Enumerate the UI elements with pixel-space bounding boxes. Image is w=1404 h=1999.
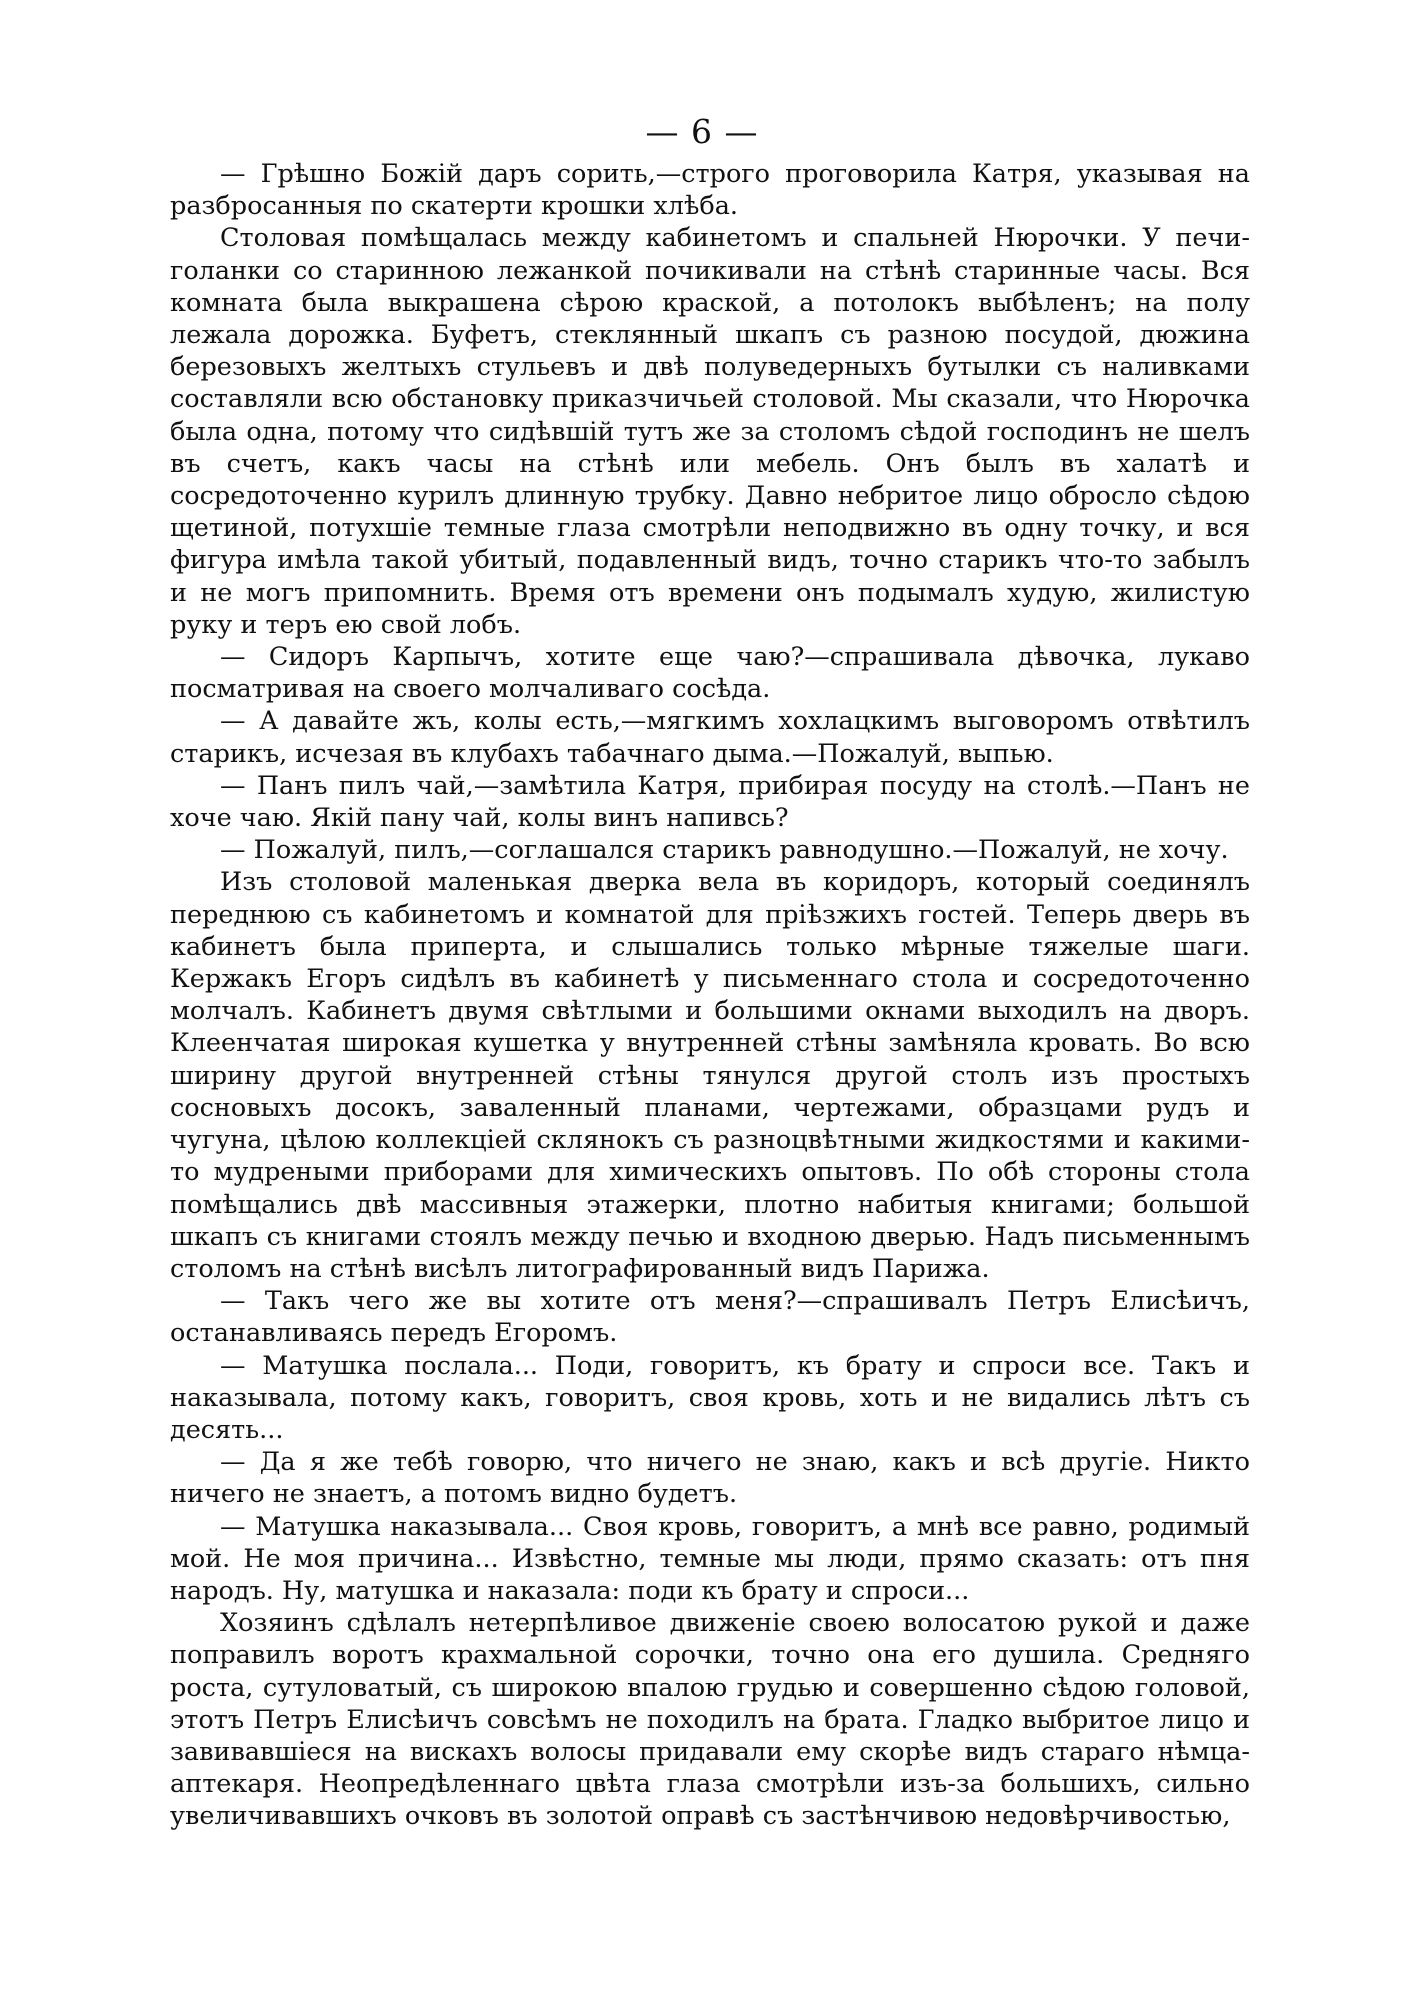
paragraph: — А давайте жъ, колы есть,—мягкимъ хохлацкимъ выговоромъ отвѣтилъ старикъ, исчезая въ клубахъ табачнаго дыма.—Пожалуй, выпью. [170,706,1250,769]
paragraph: — Матушка наказывала... Своя кровь, говоритъ, а мнѣ все равно, родимый мой. Не моя причина... Извѣстно, темные мы люди, прямо сказать: отъ пня народъ. Ну, матушка и наказала: поди къ брату и спроси... [170,1511,1250,1606]
paragraph: — Пожалуй, пилъ,—соглашался старикъ равнодушно.—Пожалуй, не хочу. [220,835,1229,866]
page-number: — 6 — [645,112,759,151]
paragraph: Хозяинъ сдѣлалъ нетерпѣливое движеніе своею волосатою рукой и даже поправилъ воротъ крахмальной сорочки, точно она его душила. Средняго роста, сутуловатый, съ широкою впалою грудью и совершенно сѣдою головой, этотъ Петръ Елисѣичъ совсѣмъ не походилъ на брата. Гладко выбритое лицо и завивавшіеся на вискахъ волосы придавали ему скорѣе видъ стараго нѣмца-аптекаря. Неопредѣленнаго цвѣта глаза смотрѣли изъ-за большихъ, сильно увеличивавшихъ очковъ въ золотой оправѣ съ застѣнчивою недовѣрчивостью, [170,1608,1250,1832]
paragraph: Столовая помѣщалась между кабинетомъ и спальней Нюрочки. У печи-голанки со старинною лежанкой почикивали на стѣнѣ старинные часы. Вся комната была выкрашена сѣрою краской, а потолокъ выбѣленъ; на полу лежала дорожка. Буфетъ, стеклянный шкапъ съ разною посудой, дюжина березовыхъ желтыхъ стульевъ и двѣ полуведерныхъ бутылки съ наливками составляли всю обстановку приказчичьей столовой. Мы сказали, что Нюрочка была одна, потому что сидѣвшій тутъ же за столомъ сѣдой господинъ не шелъ въ счетъ, какъ часы на стѣнѣ или мебель. Онъ былъ въ халатѣ и сосредоточенно курилъ длинную трубку. Давно небритое лицо обросло сѣдою щетиной, потухшіе темные глаза смотрѣли неподвижно въ одну точку, и вся фигура имѣла такой убитый, подавленный видъ, точно старикъ что-то забылъ и не могъ припомнить. Время отъ времени онъ подымалъ худую, жилистую руку и теръ ею свой лобъ. [170,223,1250,640]
paragraph: — Да я же тебѣ говорю, что ничего не знаю, какъ и всѣ другіе. Никто ничего не знаетъ, а потомъ видно будетъ. [170,1447,1250,1510]
paragraph: — Панъ пилъ чай,—замѣтила Катря, прибирая посуду на столѣ.—Панъ не хоче чаю. Якій пану чай, колы винъ напивсь? [170,770,1250,834]
paragraph: — Такъ чего же вы хотите отъ меня?—спрашивалъ Петръ Елисѣичъ, останавливаясь передъ Егоромъ. [170,1286,1250,1349]
paragraph: — Грѣшно Божій даръ сорить,—строго проговорила Катря, указывая на разбросанныя по скатерти крошки хлѣба. [170,159,1250,222]
page-body-text [170,158,1250,1833]
paragraph: Изъ столовой маленькая дверка вела въ коридоръ, который соединялъ переднюю съ кабинетомъ и комнатой для пріѣзжихъ гостей. Теперь дверь въ кабинетъ была приперта, и слышались только мѣрные тяжелые шаги. Кержакъ Егоръ сидѣлъ въ кабинетѣ у письменнаго стола и сосредоточенно молчалъ. Кабинетъ двумя свѣтлыми и большими окнами выходилъ на дворъ. Клеенчатая широкая кушетка у внутренней стѣны замѣняла кровать. Во всю ширину другой внутренней стѣны тянулся другой столъ изъ простыхъ сосновыхъ досокъ, заваленный планами, чертежами, образцами рудъ и чугуна, цѣлою коллекціей склянокъ съ разноцвѣтными жидкостями и какими-то мудреными приборами для химическихъ опытовъ. По обѣ стороны стола помѣщались двѣ массивныя этажерки, плотно набитыя книгами; большой шкапъ съ книгами стоялъ между печью и входною дверью. Надъ письменнымъ столомъ на стѣнѣ висѣлъ литографированный видъ Парижа. [170,867,1250,1284]
paragraph: — Матушка послала... Поди, говоритъ, къ брату и спроси все. Такъ и наказывала, потому какъ, говоритъ, своя кровь, хоть и не видались лѣтъ съ десять... [170,1350,1250,1445]
paragraph: — Сидоръ Карпычъ, хотите еще чаю?—спрашивала дѣвочка, лукаво посматривая на своего молчаливаго сосѣда. [170,642,1250,705]
